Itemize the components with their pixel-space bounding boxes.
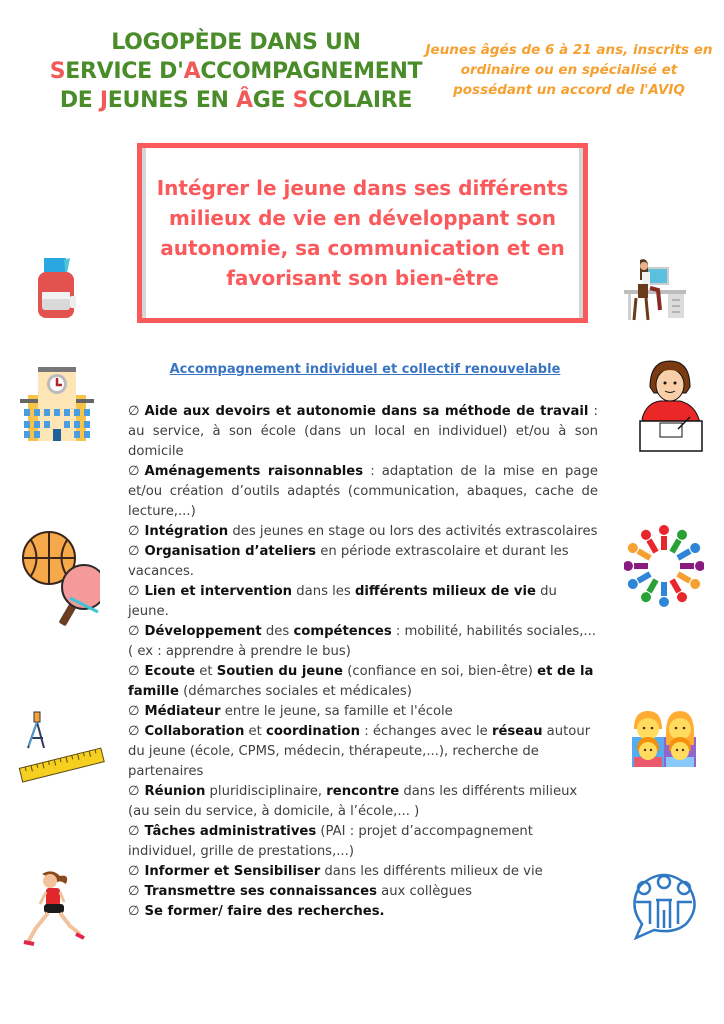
item-keyword: compétences xyxy=(293,624,392,639)
empty-set-bullet-icon: ∅ xyxy=(128,464,140,479)
item-keyword: Collaboration xyxy=(144,724,245,739)
title-line-3 xyxy=(40,86,432,115)
list-item xyxy=(128,542,598,582)
item-description: (confiance en soi, bien-être) xyxy=(343,664,538,679)
title-initial-highlight: A xyxy=(183,59,201,84)
empty-set-bullet-icon: ∅ xyxy=(128,884,140,899)
item-description: aux collègues xyxy=(376,884,473,899)
school-backpack-icon xyxy=(34,258,78,320)
item-description: en période extrascolaire et durant les vacances. xyxy=(128,544,569,579)
list-item xyxy=(128,522,598,542)
item-keyword: Développement xyxy=(144,624,262,639)
list-item xyxy=(128,722,598,782)
title-text: DE xyxy=(59,88,100,113)
basketball-pingpong-icon xyxy=(20,530,100,626)
empty-set-bullet-icon: ∅ xyxy=(128,904,140,919)
title-initial-highlight: S xyxy=(49,59,66,84)
item-keyword: Se former/ faire des recherches. xyxy=(144,904,385,919)
item-description: : mobilité, habilités sociales,... ( ex : apprendre à prendre le bus) xyxy=(128,624,596,659)
item-keyword: coordination xyxy=(266,724,360,739)
item-keyword: différents milieux de vie xyxy=(354,584,536,599)
item-keyword: Aménagements raisonnables xyxy=(144,464,364,479)
title-text: ERVICE D' xyxy=(65,59,184,84)
woman-at-computer-icon xyxy=(624,258,688,322)
item-keyword: Transmettre ses connaissances xyxy=(144,884,377,899)
empty-set-bullet-icon: ∅ xyxy=(128,704,140,719)
title-initial-highlight: S xyxy=(292,88,309,113)
item-description: : au service, à son école (dans un local en individuel) et/ou à son domicile xyxy=(128,404,598,459)
list-item xyxy=(128,902,598,922)
title-line-2 xyxy=(40,57,432,86)
empty-set-bullet-icon: ∅ xyxy=(128,864,140,879)
item-keyword: Réunion xyxy=(144,784,206,799)
item-keyword: Aide aux devoirs et autonomie dans sa méthode de travail xyxy=(144,404,589,419)
item-keyword: et de la famille xyxy=(128,664,594,699)
item-description: et xyxy=(244,724,267,739)
school-building-icon xyxy=(20,367,94,441)
item-description: (démarches sociales et médicales) xyxy=(178,684,412,699)
list-item xyxy=(128,582,598,622)
item-keyword: Soutien du jeune xyxy=(216,664,344,679)
item-keyword: Intégration xyxy=(144,524,229,539)
empty-set-bullet-icon: ∅ xyxy=(128,824,140,839)
item-description: : adaptation de la mise en page et/ou création d’outils adaptés (communication, abaques, cache de lecture,...) xyxy=(128,464,598,519)
activities-list xyxy=(128,402,598,922)
mission-text: Intégrer le jeune dans ses différents milieux de vie en développant son autonomie, sa communication et en favorisant son bien-être xyxy=(156,176,569,290)
title-line-1 xyxy=(40,28,432,57)
list-item xyxy=(128,462,598,522)
title-text: CCOMPAGNEMENT xyxy=(200,59,423,84)
circle-of-people-icon xyxy=(624,524,704,608)
title-text: COLAIRE xyxy=(308,88,413,113)
list-item xyxy=(128,822,598,862)
item-keyword: Ecoute xyxy=(144,664,196,679)
list-item xyxy=(128,402,598,462)
mission-box xyxy=(137,143,588,323)
title-text: LOGOPÈDE DANS UN xyxy=(111,30,361,55)
list-item xyxy=(128,662,598,702)
item-description: dans les xyxy=(292,584,355,599)
target-audience-subtitle: Jeunes âgés de 6 à 21 ans, inscrits en ordinaire ou en spécialisé et possédant un accord de l'AVIQ xyxy=(425,42,713,98)
title-text: EUNES EN xyxy=(107,88,237,113)
list-item xyxy=(128,782,598,822)
list-item xyxy=(128,702,598,722)
group-chat-icon xyxy=(630,870,698,940)
title-initial-highlight: Â xyxy=(236,88,253,113)
empty-set-bullet-icon: ∅ xyxy=(128,724,140,739)
empty-set-bullet-icon: ∅ xyxy=(128,584,140,599)
title-text: GE xyxy=(252,88,293,113)
list-item xyxy=(128,862,598,882)
girl-writing-icon xyxy=(636,357,704,453)
item-description: dans les différents milieux de vie xyxy=(320,864,543,879)
item-description: autour du jeune (école, CPMS, médecin, thérapeute,...), recherche de partenaires xyxy=(128,724,591,779)
item-keyword: Lien et intervention xyxy=(144,584,293,599)
empty-set-bullet-icon: ∅ xyxy=(128,664,140,679)
empty-set-bullet-icon: ∅ xyxy=(128,544,140,559)
item-description: dans les différents milieux (au sein du service, à domicile, à l’école,... ) xyxy=(128,784,578,819)
empty-set-bullet-icon: ∅ xyxy=(128,524,140,539)
item-keyword: Organisation d’ateliers xyxy=(144,544,317,559)
page-title xyxy=(40,28,432,115)
item-description: entre le jeune, sa famille et l'école xyxy=(220,704,453,719)
item-keyword: Informer et Sensibiliser xyxy=(144,864,321,879)
item-description: et xyxy=(195,664,217,679)
empty-set-bullet-icon: ∅ xyxy=(128,784,140,799)
item-description: pluridisciplinaire, xyxy=(205,784,327,799)
item-description: des jeunes en stage ou lors des activités extrascolaires xyxy=(228,524,598,539)
item-keyword: rencontre xyxy=(326,784,400,799)
item-description: des xyxy=(261,624,294,639)
list-item xyxy=(128,882,598,902)
empty-set-bullet-icon: ∅ xyxy=(128,404,140,419)
item-description: (PAI : projet d’accompagnement individuel, grille de prestations,...) xyxy=(128,824,533,859)
item-keyword: réseau xyxy=(491,724,543,739)
empty-set-bullet-icon: ∅ xyxy=(128,624,140,639)
item-description: : échanges avec le xyxy=(360,724,492,739)
running-girl-icon xyxy=(20,868,90,948)
list-item xyxy=(128,622,598,662)
item-description: du jeune. xyxy=(128,584,557,619)
title-initial-highlight: J xyxy=(99,88,108,113)
item-keyword: Tâches administratives xyxy=(144,824,317,839)
compass-ruler-icon xyxy=(18,710,106,786)
family-icon xyxy=(632,711,696,767)
section-heading: Accompagnement individuel et collectif renouvelable xyxy=(169,362,561,377)
item-keyword: Médiateur xyxy=(144,704,221,719)
